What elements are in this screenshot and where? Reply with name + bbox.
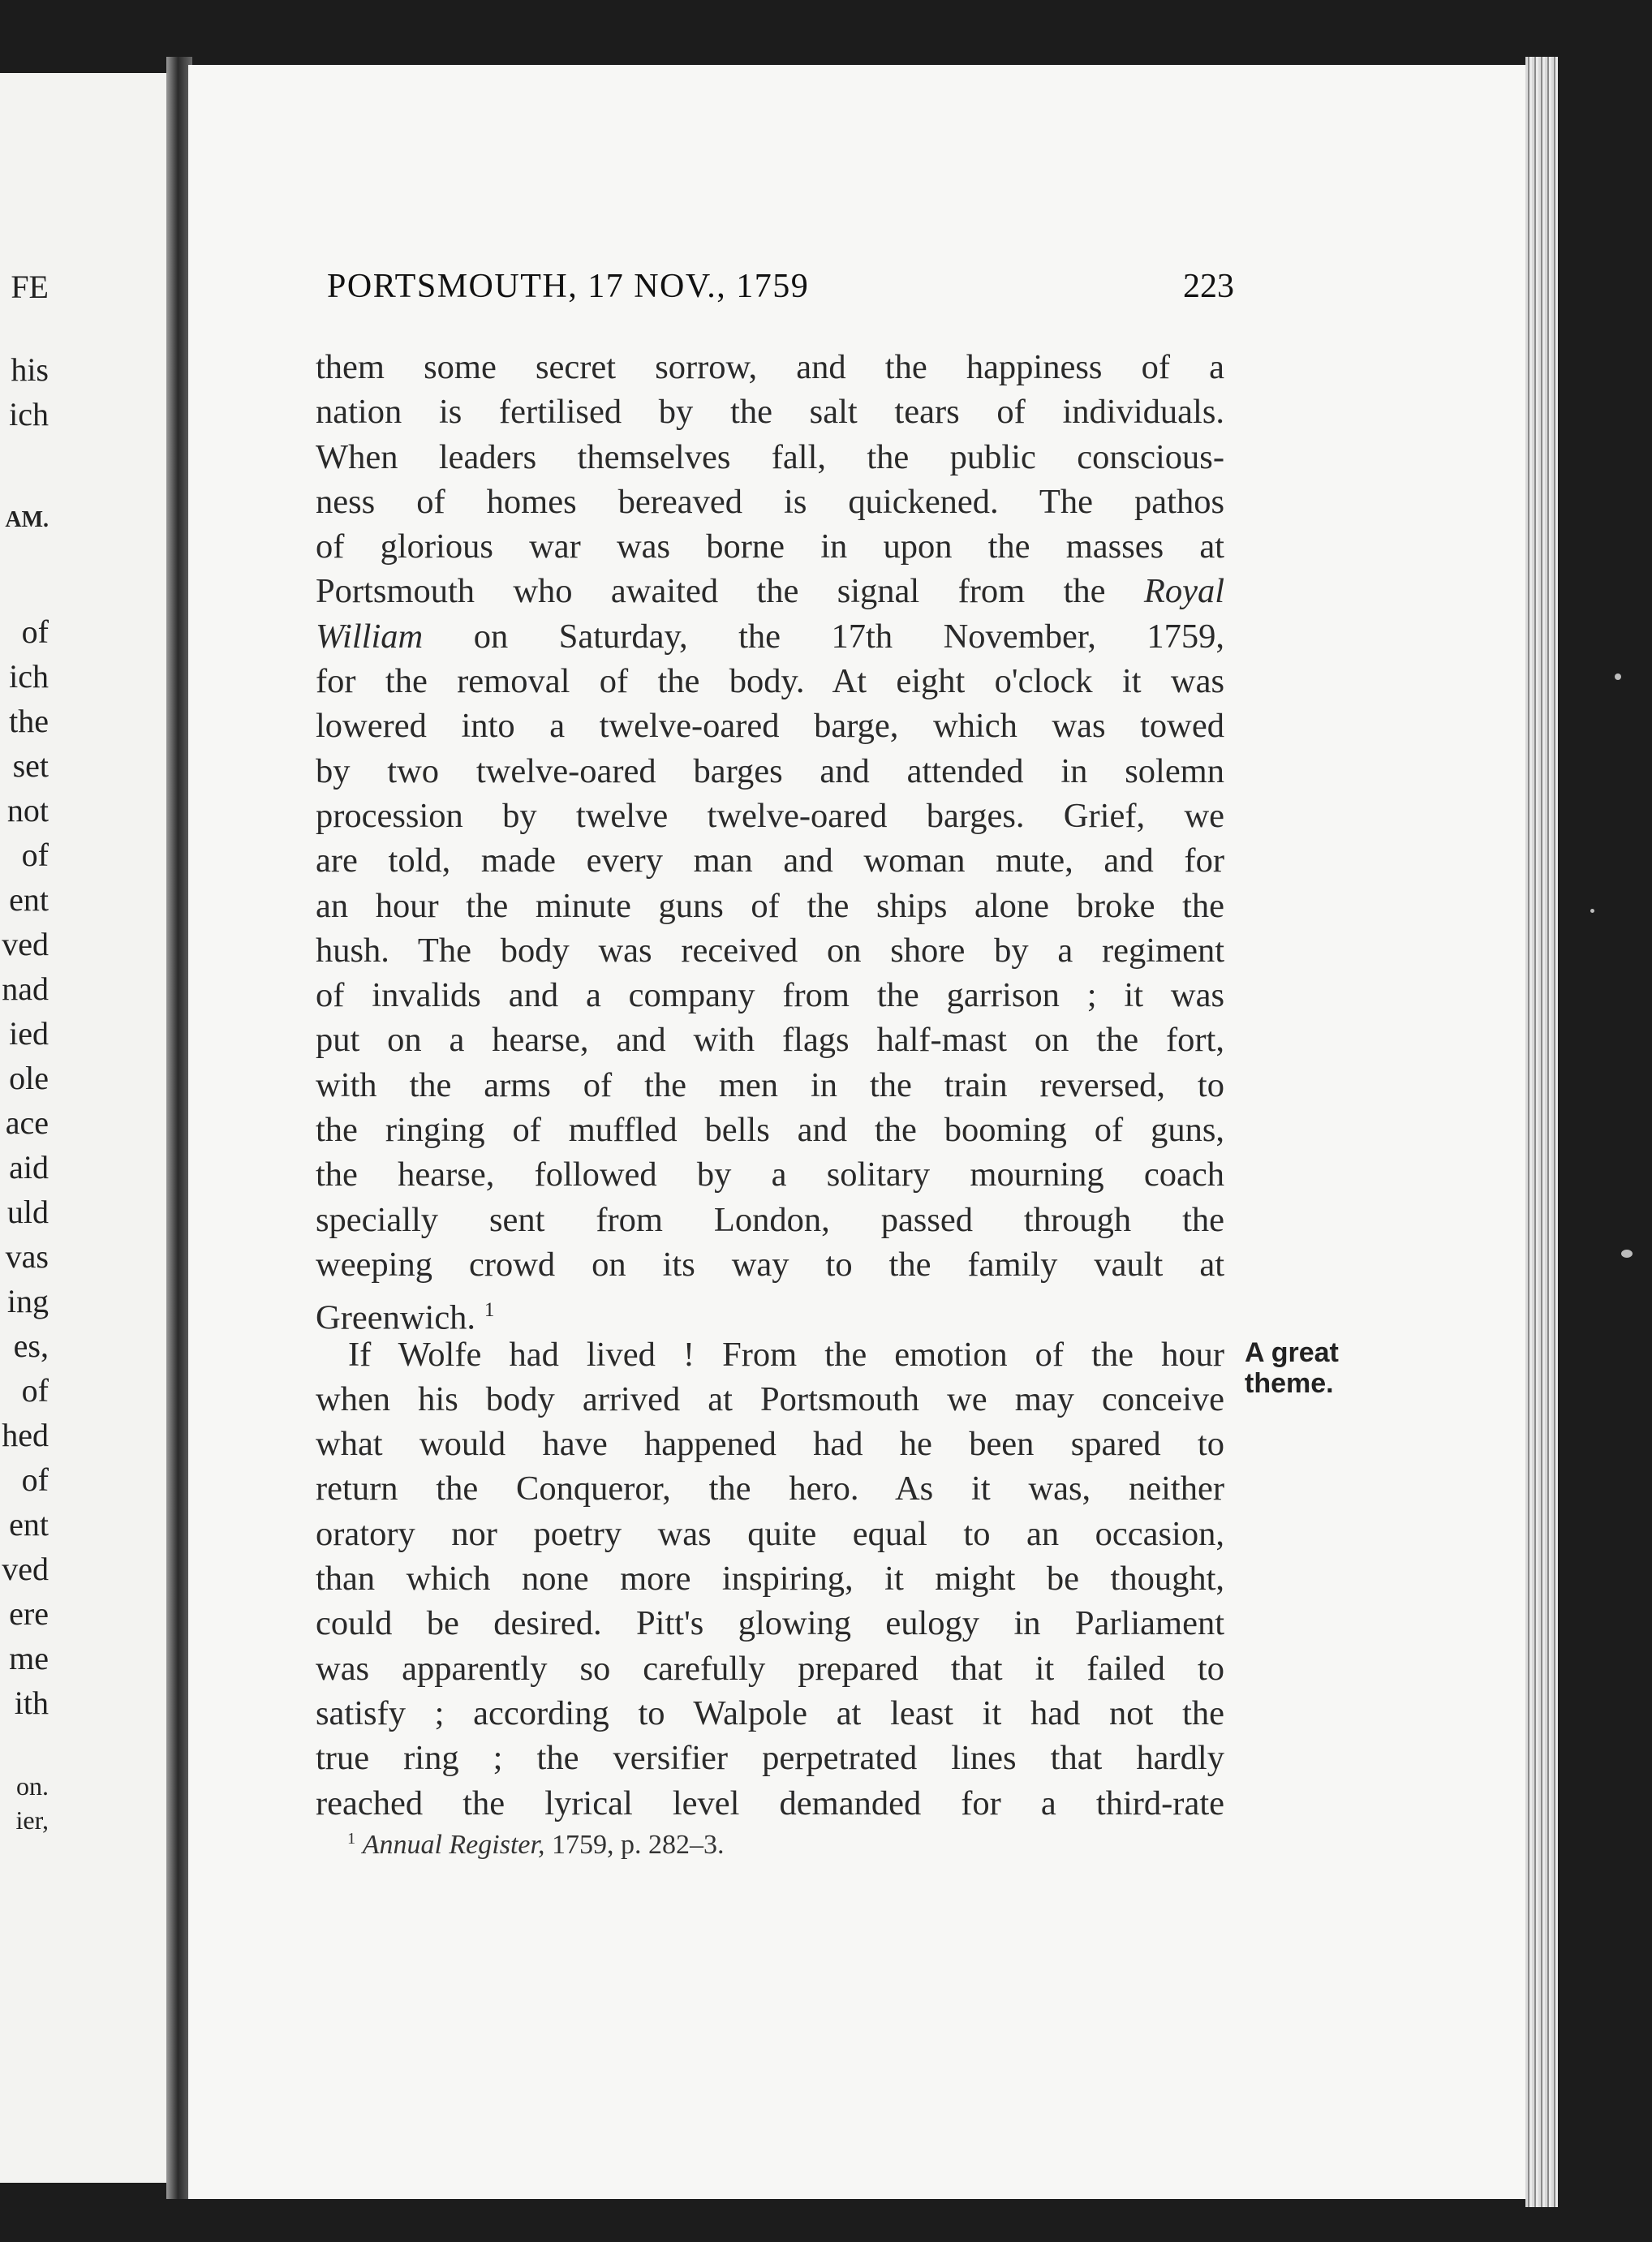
left-page-text-fragments — [0, 0, 57, 2242]
text-line: could be desired. Pitt's glowing eulogy in Parliament — [316, 1604, 1224, 1643]
text-line: an hour the minute guns of the ships alone broke the — [316, 886, 1224, 925]
left-page-fragment: ing — [6, 1283, 49, 1319]
text-line: the ringing of muffled bells and the booming of guns, — [316, 1111, 1224, 1150]
margin-note-line: A great — [1245, 1337, 1339, 1368]
left-page-fragment: ier, — [15, 1805, 49, 1835]
footnote — [347, 1821, 1159, 1863]
text-line: When leaders themselves fall, the public conscious- — [316, 437, 1224, 476]
italic-phrase: Royal — [1143, 572, 1225, 611]
text-line: of glorious war was borne in upon the masses at — [316, 527, 1224, 566]
left-page-fragment: me — [9, 1640, 49, 1676]
left-page-fragment: ich — [9, 658, 49, 695]
left-page-fragment: of — [21, 613, 49, 650]
running-head — [327, 264, 1234, 309]
left-page-fragment: his — [11, 351, 49, 388]
footnote-reference: 1 — [484, 1297, 495, 1322]
left-page-fragment: ved — [2, 1551, 49, 1587]
italic-phrase: William — [316, 617, 424, 656]
text-line: satisfy ; according to Walpole at least it had not the — [316, 1693, 1224, 1732]
text-line: lowered into a twelve-oared barge, which was towed — [316, 707, 1224, 746]
text-line: the hearse, followed by a solitary mourning coach — [316, 1155, 1224, 1194]
text-line: oratory nor poetry was quite equal to an occasion, — [316, 1514, 1224, 1553]
left-page-fragment: AM. — [5, 507, 49, 532]
left-page-fragment: ent — [9, 1506, 49, 1543]
text-line: put on a hearse, and with flags half-mast on the fort, — [316, 1021, 1224, 1060]
left-page-fragment: ich — [9, 396, 49, 432]
left-page-fragment: ied — [9, 1015, 49, 1052]
left-page-fragment: ith — [14, 1685, 49, 1721]
left-page-fragment: vas — [5, 1238, 49, 1275]
left-page-fragment: not — [6, 792, 49, 828]
text-line: ness of homes bereaved is quickened. The pathos — [316, 482, 1224, 521]
left-page-fragment: on. — [16, 1771, 49, 1801]
footnote-citation: 1759, p. 282–3. — [551, 1830, 725, 1861]
left-page-fragment: es, — [13, 1328, 49, 1364]
page-number: 223 — [1183, 268, 1234, 305]
body-text — [316, 345, 1224, 1826]
margin-note-line: theme. — [1245, 1368, 1334, 1399]
scan-speck — [1590, 909, 1594, 913]
text-line: true ring ; the versifier perpetrated lines that hardly — [316, 1739, 1224, 1778]
running-head-title: PORTSMOUTH, 17 NOV., 1759 — [327, 268, 810, 305]
text-line: Greenwich. $^1$ — [316, 1297, 495, 1337]
paragraph-start-line: If Wolfe had lived ! From the emotion of the hour — [348, 1335, 1224, 1374]
text-line: what would have happened had he been spared to — [316, 1425, 1224, 1464]
left-page-fragment: ere — [9, 1595, 49, 1632]
left-page-fragment: nad — [2, 970, 49, 1007]
text-line: William on Saturday, the 17th November, 1759, — [316, 617, 1224, 656]
text-line: nation is fertilised by the salt tears of individuals. — [316, 393, 1224, 432]
left-page-fragment: ved — [2, 926, 49, 962]
left-page-fragment: the — [9, 703, 49, 739]
scan-speck — [1615, 673, 1621, 680]
text-line: weeping crowd on its way to the family vault at — [316, 1245, 1224, 1284]
text-line: was apparently so carefully prepared that it failed to — [316, 1649, 1224, 1688]
left-page-fragment: of — [21, 837, 49, 873]
left-page-fragment: ace — [5, 1104, 49, 1141]
left-page-fragment: ent — [9, 881, 49, 918]
text-line: procession by twelve twelve-oared barges. Grief, we — [316, 796, 1224, 835]
left-page-fragment: hed — [2, 1417, 49, 1453]
text-line: specially sent from London, passed through the — [316, 1200, 1224, 1239]
scan-speck — [1621, 1250, 1633, 1258]
footnote-marker: 1 — [347, 1830, 356, 1848]
margin-note — [1245, 1337, 1375, 1399]
text-line: than which none more inspiring, it might be thought, — [316, 1560, 1224, 1599]
text-line: for the removal of the body. At eight o'clock it was — [316, 662, 1224, 701]
footnote-source: Annual Register, — [362, 1830, 545, 1861]
page-edges — [1525, 57, 1558, 2207]
left-page-fragment: set — [12, 747, 49, 784]
text-line: hush. The body was received on shore by a regiment — [316, 931, 1224, 970]
left-page-fragment: uld — [6, 1194, 49, 1230]
text-line: with the arms of the men in the train reversed, to — [316, 1065, 1224, 1104]
text-line: them some secret sorrow, and the happiness of a — [316, 348, 1224, 386]
text-line: Portsmouth who awaited the signal from the Royal — [316, 572, 1225, 611]
text-line: return the Conqueror, the hero. As it was, neither — [316, 1470, 1224, 1508]
left-page-fragment: of — [21, 1372, 49, 1409]
left-page-fragment: FE — [11, 269, 49, 305]
text-line: reached the lyrical level demanded for a third-rate — [316, 1784, 1224, 1822]
left-page-fragment: ole — [9, 1060, 49, 1096]
text-line: when his body arrived at Portsmouth we may conceive — [316, 1379, 1224, 1418]
text-line: are told, made every man and woman mute, and for — [316, 841, 1224, 880]
left-page-fragment: of — [21, 1461, 49, 1498]
left-page-fragment: aid — [9, 1149, 49, 1186]
text-line: by two twelve-oared barges and attended in solemn — [316, 751, 1224, 790]
text-line: of invalids and a company from the garrison ; it was — [316, 976, 1224, 1015]
